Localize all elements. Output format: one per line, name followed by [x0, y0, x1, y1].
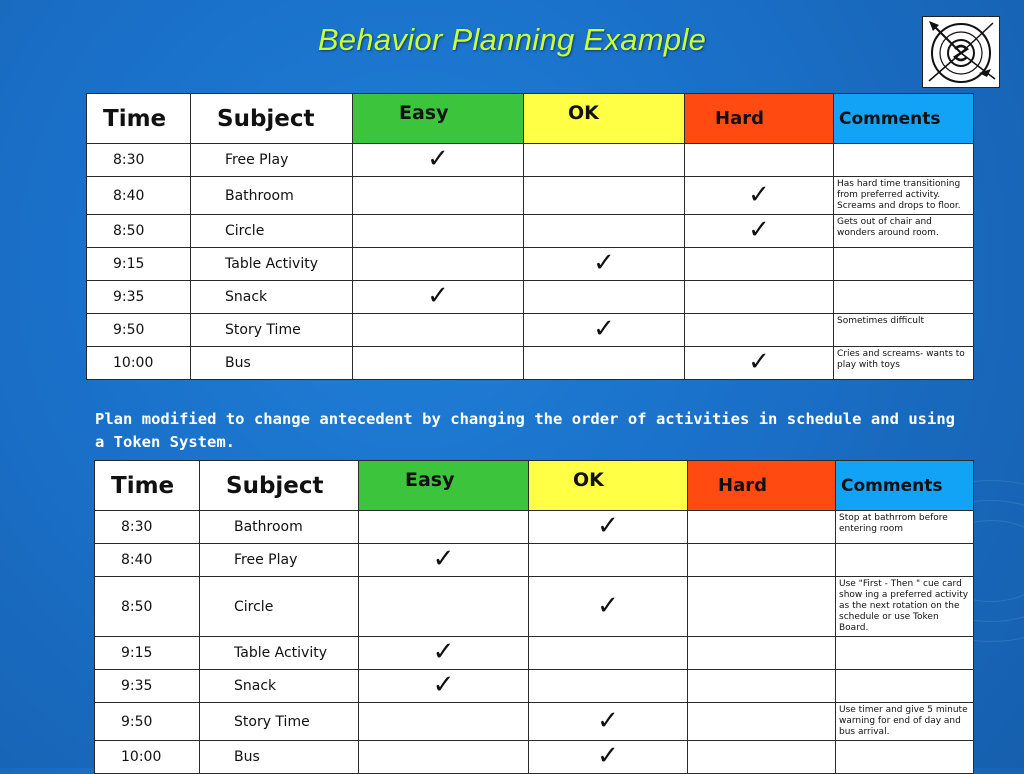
comment-cell: Cries and screams- wants to play with toys: [834, 347, 974, 380]
subject-cell: Bus: [200, 741, 359, 774]
time-cell: 8:40: [87, 177, 191, 215]
ok-cell: [524, 314, 685, 347]
checkmark-icon: ✓: [748, 215, 770, 245]
header-easy: Easy: [353, 94, 524, 144]
ok-cell: [529, 577, 688, 637]
checkmark-icon: ✓: [427, 281, 449, 311]
time-cell: 9:50: [87, 314, 191, 347]
ok-cell: [524, 177, 685, 215]
time-cell: 9:15: [87, 248, 191, 281]
subject-cell: Table Activity: [200, 637, 359, 670]
checkmark-icon: ✓: [597, 741, 619, 771]
comment-cell: [836, 741, 974, 774]
hard-cell: [685, 177, 834, 215]
hard-cell: [688, 577, 836, 637]
checkmark-icon: ✓: [432, 637, 455, 667]
checkmark-icon: ✓: [432, 544, 455, 574]
time-cell: 10:00: [87, 347, 191, 380]
hard-cell: [685, 144, 834, 177]
hard-cell: [688, 637, 836, 670]
comment-cell: Stop at bathrrom before entering room: [836, 511, 974, 544]
comment-cell: [836, 670, 974, 703]
subject-cell: Bathroom: [200, 511, 359, 544]
easy-cell: [353, 177, 524, 215]
table-row: [95, 577, 974, 637]
table-row: [87, 347, 974, 380]
easy-cell: [353, 215, 524, 248]
subject-cell: Circle: [200, 577, 359, 637]
checkmark-icon: ✓: [593, 314, 615, 344]
subject-cell: Snack: [200, 670, 359, 703]
easy-cell: [353, 144, 524, 177]
behavior-table-original: [86, 93, 974, 380]
ok-cell: [524, 215, 685, 248]
hard-cell: [685, 314, 834, 347]
hard-cell: [688, 670, 836, 703]
hard-cell: [685, 281, 834, 314]
header-time: Time: [87, 94, 191, 144]
hard-cell: [688, 703, 836, 741]
table-row: [95, 741, 974, 774]
table-row: [95, 703, 974, 741]
header-comments: Comments: [834, 94, 974, 144]
header-subject: Subject: [191, 94, 353, 144]
easy-cell: [359, 577, 529, 637]
table-row: [95, 544, 974, 577]
subject-cell: Story Time: [191, 314, 353, 347]
time-cell: 8:40: [95, 544, 200, 577]
easy-cell: [359, 670, 529, 703]
ok-cell: [524, 144, 685, 177]
subject-cell: Story Time: [200, 703, 359, 741]
hard-cell: [685, 215, 834, 248]
ok-cell: [529, 511, 688, 544]
easy-cell: [353, 314, 524, 347]
checkmark-icon: ✓: [748, 347, 770, 377]
comment-cell: Gets out of chair and wonders around room.: [834, 215, 974, 248]
header-time: Time: [95, 461, 200, 511]
subject-cell: Circle: [191, 215, 353, 248]
comment-cell: Sometimes difficult: [834, 314, 974, 347]
time-cell: 9:15: [95, 637, 200, 670]
hard-cell: [685, 248, 834, 281]
slide-title: Behavior Planning Example: [317, 22, 707, 57]
ok-cell: [529, 544, 688, 577]
header-subject: Subject: [200, 461, 359, 511]
ok-cell: [529, 703, 688, 741]
hard-cell: [685, 347, 834, 380]
checkmark-icon: ✓: [427, 144, 449, 174]
table-row: [87, 215, 974, 248]
school-seal-icon: [922, 16, 1000, 88]
header-easy: Easy: [359, 461, 529, 511]
time-cell: 8:50: [87, 215, 191, 248]
checkmark-icon: ✓: [597, 511, 619, 541]
easy-cell: [359, 741, 529, 774]
plan-modification-note: Plan modified to change antecedent by changing the order of activities in schedule and using a Token System.: [95, 410, 955, 451]
comment-cell: Use timer and give 5 minute warning for end of day and bus arrival.: [836, 703, 974, 741]
comment-cell: [834, 281, 974, 314]
subject-cell: Bathroom: [191, 177, 353, 215]
ok-cell: [524, 347, 685, 380]
hard-cell: [688, 741, 836, 774]
ok-cell: [529, 670, 688, 703]
comment-cell: [834, 144, 974, 177]
time-cell: 9:35: [87, 281, 191, 314]
checkmark-icon: ✓: [432, 670, 455, 700]
table-row: [95, 637, 974, 670]
subject-cell: Snack: [191, 281, 353, 314]
hard-cell: [688, 511, 836, 544]
table-row: [87, 281, 974, 314]
subject-cell: Free Play: [200, 544, 359, 577]
time-cell: 8:50: [95, 577, 200, 637]
subject-cell: Table Activity: [191, 248, 353, 281]
checkmark-icon: ✓: [597, 590, 619, 621]
ok-cell: [524, 248, 685, 281]
easy-cell: [359, 637, 529, 670]
table-row: [95, 670, 974, 703]
time-cell: 9:35: [95, 670, 200, 703]
behavior-table-modified: [94, 460, 974, 774]
hard-cell: [688, 544, 836, 577]
easy-cell: [359, 511, 529, 544]
comment-cell: [836, 637, 974, 670]
checkmark-icon: ✓: [593, 248, 615, 278]
header-hard: Hard: [685, 94, 834, 144]
comment-cell: [834, 248, 974, 281]
table-row: [87, 314, 974, 347]
comment-cell: [836, 544, 974, 577]
easy-cell: [353, 248, 524, 281]
easy-cell: [353, 281, 524, 314]
time-cell: 8:30: [87, 144, 191, 177]
table-row: [87, 144, 974, 177]
table-row: [95, 511, 974, 544]
ok-cell: [529, 741, 688, 774]
header-ok: OK: [529, 461, 688, 511]
easy-cell: [359, 544, 529, 577]
ok-cell: [524, 281, 685, 314]
easy-cell: [359, 703, 529, 741]
time-cell: 10:00: [95, 741, 200, 774]
checkmark-icon: ✓: [597, 705, 619, 736]
subject-cell: Free Play: [191, 144, 353, 177]
easy-cell: [353, 347, 524, 380]
comment-cell: Has hard time transitioning from preferred activity. Screams and drops to floor.: [834, 177, 974, 215]
header-comments: Comments: [836, 461, 974, 511]
checkmark-icon: ✓: [748, 179, 770, 210]
table-row: [87, 177, 974, 215]
ok-cell: [529, 637, 688, 670]
header-ok: OK: [524, 94, 685, 144]
comment-cell: Use "First - Then " cue card show ing a preferred activity as the next rotation on the schedule or use Token Board.: [836, 577, 974, 637]
time-cell: 9:50: [95, 703, 200, 741]
time-cell: 8:30: [95, 511, 200, 544]
subject-cell: Bus: [191, 347, 353, 380]
table-row: [87, 248, 974, 281]
header-hard: Hard: [688, 461, 836, 511]
